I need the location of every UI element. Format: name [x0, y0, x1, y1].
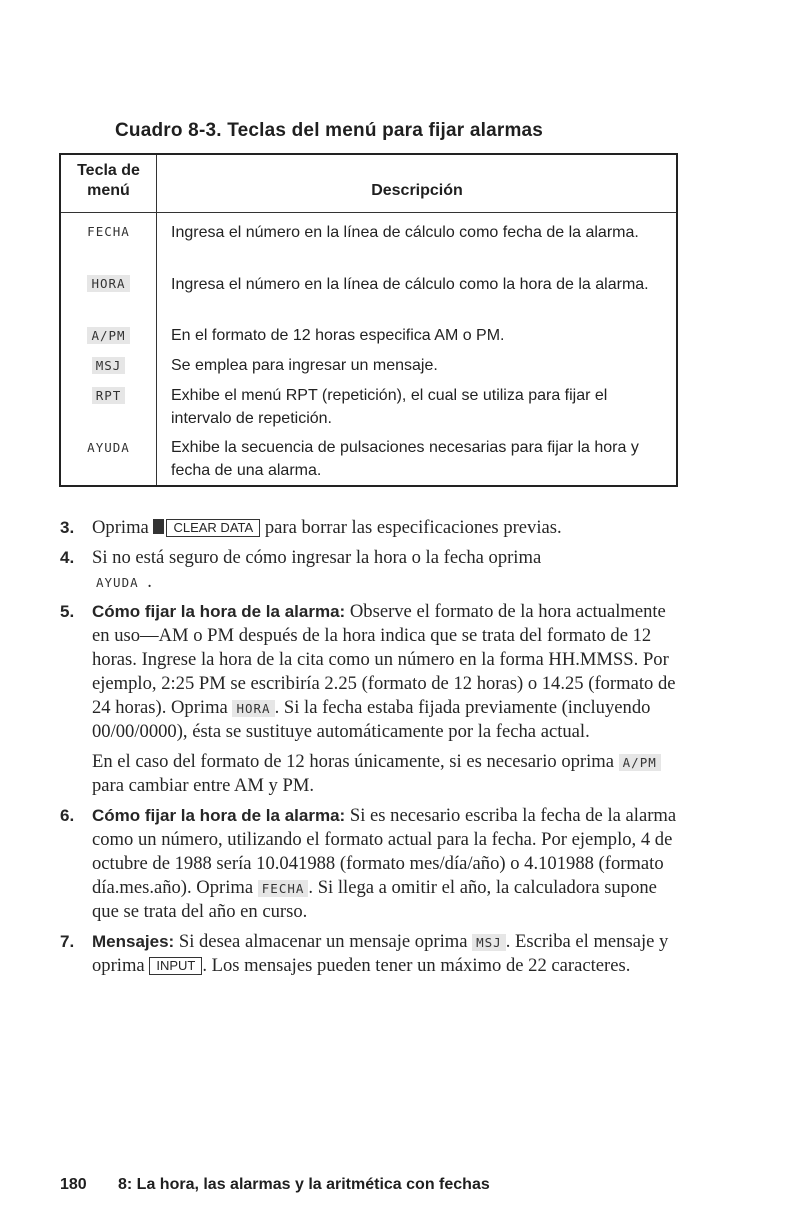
- step-4: [60, 546, 680, 594]
- softkey-hora: HORA: [87, 275, 129, 292]
- softkey-a-pm: A/PM: [619, 754, 661, 771]
- table-row-desc: Exhibe el menú RPT (repetición), el cual se utiliza para fijar el intervalo de repetición.: [171, 387, 608, 427]
- column-divider: [156, 155, 157, 485]
- header-description: Descripción: [371, 182, 463, 199]
- step-text-end: .: [147, 571, 152, 592]
- step-number: 6.: [60, 806, 75, 825]
- step-title: Mensajes:: [92, 932, 175, 951]
- step-7: [60, 930, 680, 978]
- softkey-rpt: RPT: [92, 387, 126, 404]
- step-text: para cambiar entre AM y PM.: [92, 775, 315, 796]
- softkey-msj: MSJ: [472, 934, 506, 951]
- step-text: Si desea almacenar un mensaje oprima: [178, 931, 468, 952]
- step-text: Observe el formato de la hora actualmente en uso—AM o PM después de la hora indica que se trata del formato de 12 horas. Ingrese la hora de la cita como un número en la forma HH.MMSS. Por ejemplo, 2:25 PM se escribiría 2.25 (formato de 12 horas) o 14.25 (formato de 24 horas). Oprima: [92, 601, 676, 718]
- header-divider: [61, 212, 676, 213]
- step-5: [60, 600, 680, 744]
- table-row-key: [61, 439, 156, 457]
- table-row-desc: Ingresa el número en la línea de cálculo como la hora de la alarma.: [171, 276, 649, 293]
- step-text: Oprima: [92, 517, 149, 538]
- step-title: Cómo fijar la hora de la alarma:: [92, 806, 346, 825]
- table-row-desc: En el formato de 12 horas especifica AM o PM.: [171, 327, 505, 344]
- step-text: Si no está seguro de cómo ingresar la hora o la fecha oprima: [92, 547, 542, 568]
- softkey-fecha: FECHA: [87, 224, 130, 239]
- step-title: Cómo fijar la hora de la alarma:: [92, 602, 346, 621]
- step-number: 7.: [60, 932, 75, 951]
- step-number: 4.: [60, 548, 75, 567]
- table-caption: Cuadro 8-3. Teclas del menú para fijar alarmas: [115, 120, 544, 141]
- step-5-note: [60, 750, 680, 798]
- step-3: [60, 516, 680, 540]
- step-6: [60, 804, 680, 924]
- chapter-title: 8: La hora, las alarmas y la aritmética con fechas: [118, 1176, 490, 1193]
- softkey-ayuda: AYUDA: [96, 575, 139, 590]
- step-number: 5.: [60, 602, 75, 621]
- step-text: Si es necesario escriba la fecha de la alarma como un número, utilizando el formato actual para la fecha. Por ejemplo, 4 de octubre de 1988 sería 10.041988 (formato mes/día/año) o 4.101988 (formato día.mes.año). Oprima: [92, 805, 677, 898]
- header-key: [61, 161, 156, 201]
- softkey-fecha: FECHA: [258, 880, 309, 897]
- table-row-key: [61, 223, 156, 241]
- clear-data-key: CLEAR DATA: [166, 519, 260, 537]
- header-key-line1: Tecla de: [77, 162, 140, 179]
- softkey-hora: HORA: [232, 700, 274, 717]
- softkey-a-pm: A/PM: [87, 327, 129, 344]
- step-text: . Si la fecha estaba fijada previamente (incluyendo 00/00/0000), ésta se sustituye automáticamente por la fecha actual.: [92, 697, 651, 742]
- steps-list: [60, 516, 680, 984]
- step-text: para borrar las especificaciones previas.: [264, 517, 562, 538]
- menu-keys-table: [59, 153, 678, 487]
- page-number: 180: [60, 1176, 87, 1193]
- table-row-key: [61, 357, 156, 375]
- table-row-desc: Exhibe la secuencia de pulsaciones necesarias para fijar la hora y fecha de una alarma.: [171, 439, 639, 479]
- table-row-key: [61, 387, 156, 405]
- header-key-line2: menú: [87, 182, 130, 199]
- shift-key-icon: [153, 519, 164, 534]
- table-row-key: [61, 275, 156, 293]
- table-row-key: [61, 327, 156, 345]
- softkey-ayuda: AYUDA: [87, 440, 130, 455]
- step-number: 3.: [60, 518, 75, 537]
- step-text: . Los mensajes pueden tener un máximo de 22 caracteres.: [202, 955, 631, 976]
- table-row-desc: Se emplea para ingresar un mensaje.: [171, 357, 438, 374]
- table-row-desc: Ingresa el número en la línea de cálculo como fecha de la alarma.: [171, 224, 639, 241]
- input-key: INPUT: [149, 957, 202, 975]
- page-footer: [60, 1176, 680, 1194]
- step-text: En el caso del formato de 12 horas únicamente, si es necesario oprima: [92, 751, 614, 772]
- softkey-msj: MSJ: [92, 357, 126, 374]
- step-text: . Si llega a omitir el año, la calculadora supone que se trata del año en curso.: [92, 877, 657, 922]
- step-text: . Escriba el mensaje y oprima: [92, 931, 669, 976]
